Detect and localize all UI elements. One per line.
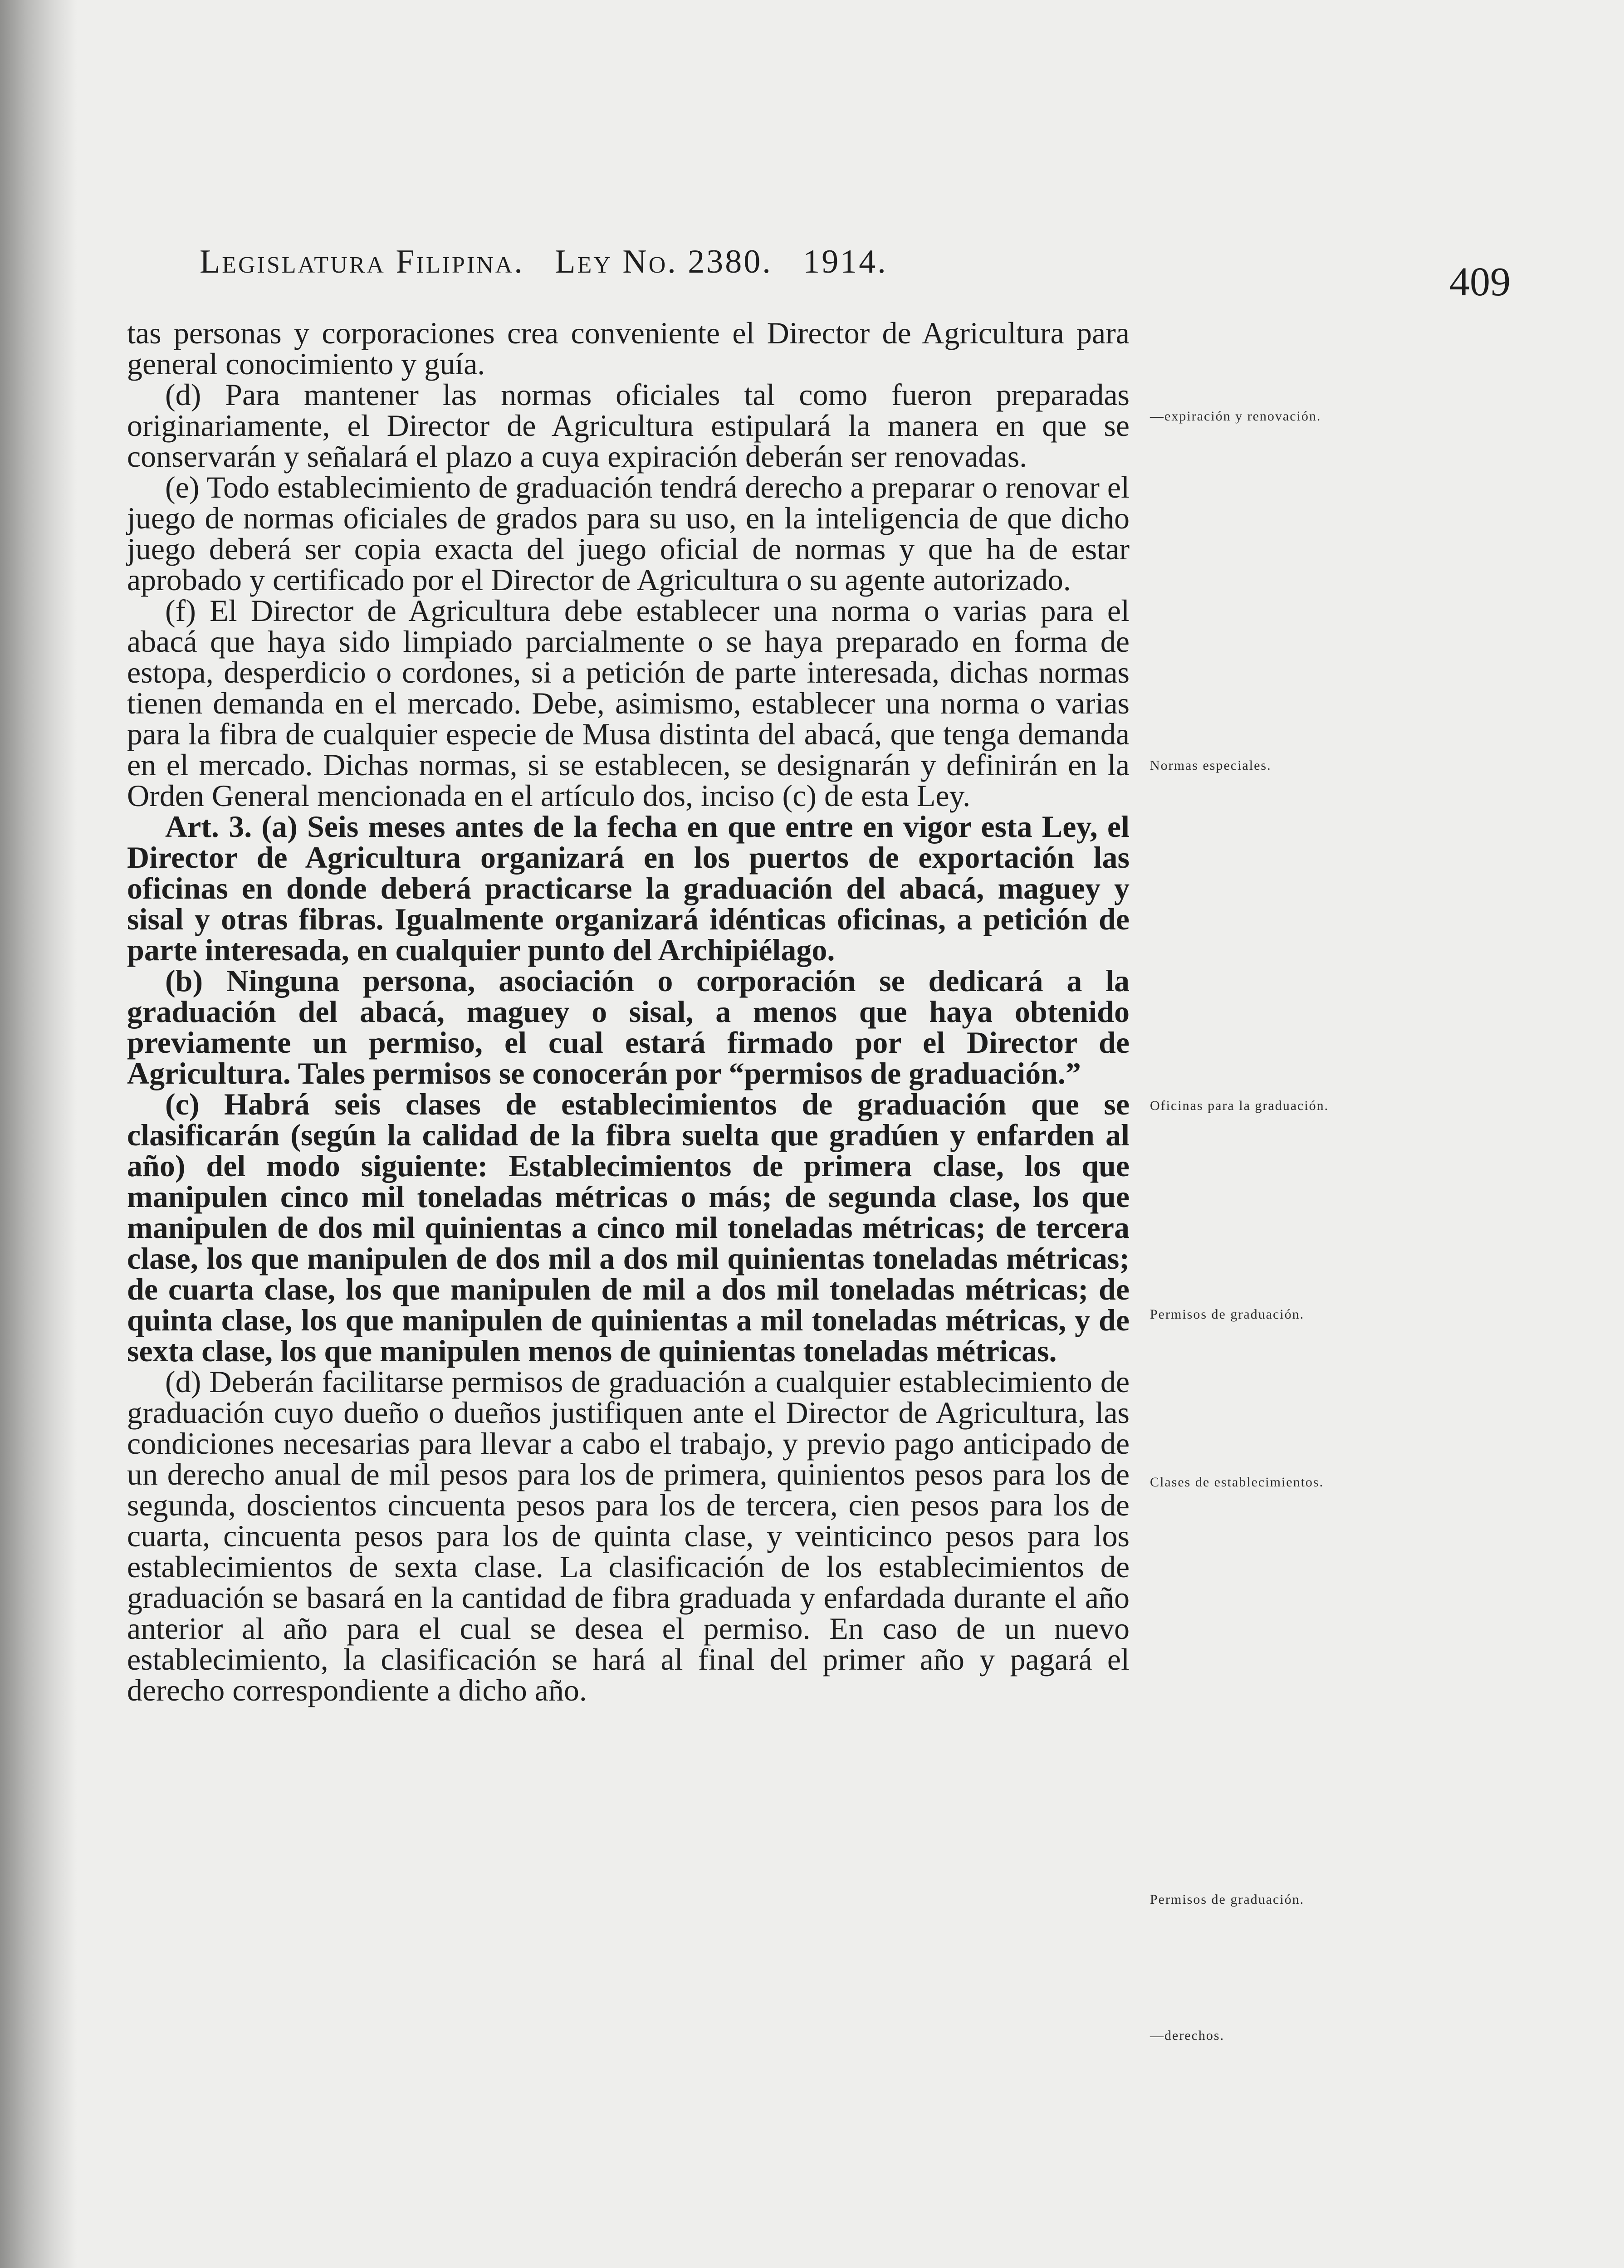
running-head-year: 1914.	[803, 243, 888, 280]
margin-note-expiracion: —expiración y renovación.	[1150, 409, 1321, 424]
margin-note-clases: Clases de establecimientos.	[1150, 1475, 1324, 1490]
paragraph-art-3-a: Art. 3. (a) Seis meses antes de la fecha en que entre en vigor esta Ley, el Director de Agricultura organizará en los puertos de exportación las oficinas en donde deberá practicarse la graduación del abacá, maguey y sisal y otras fibras. Igualmente organizará idénticas oficinas, a petición de parte interesada, en cualquier punto del Archipiélago.	[127, 809, 1130, 967]
page-number: 409	[1449, 259, 1511, 304]
page-edge-shadow	[0, 0, 77, 2268]
margin-note-derechos: —derechos.	[1150, 2028, 1225, 2043]
paragraph-art-3-b: (b) Ninguna persona, asociación o corporación se dedicará a la graduación del abacá, maguey o sisal, a menos que haya obtenido previamente un permiso, el cual estará firmado por el Director de Agricultura. Tales permisos se conocerán por “permisos de graduación.”	[127, 963, 1130, 1090]
margin-note-normas-especiales: Normas especiales.	[1150, 758, 1272, 773]
margin-note-permisos-2: Permisos de graduación.	[1150, 1892, 1305, 1907]
paragraph-continuation: tas personas y corporaciones crea conveniente el Director de Agricultura para general conocimiento y guía.	[127, 316, 1130, 381]
paragraph-d-normas: (d) Para mantener las normas oficiales tal como fueron preparadas originariamente, el Director de Agricultura estipulará la manera en que se conservarán y señalará el plazo a cuya expiración deberán ser renovadas.	[127, 377, 1130, 474]
paragraph-e-renovar: (e) Todo establecimiento de graduación tendrá derecho a preparar o renovar el juego de normas oficiales de grados para su uso, en la inteligencia de que dicho juego deberá ser copia exacta del juego oficial de normas y que ha de estar aprobado y certificado por el Director de Agricultura o su agente autorizado.	[127, 470, 1130, 597]
running-head-law-number: Ley No. 2380.	[555, 243, 773, 280]
running-head-legislature: Legislatura Filipina.	[200, 243, 524, 280]
paragraph-art-3-d: (d) Deberán facilitarse permisos de graduación a cualquier establecimiento de graduación cuyo dueño o dueños justifiquen ante el Director de Agricultura, las condiciones necesarias para llevar a cabo el trabajo, y previo pago anticipado de un derecho anual de mil pesos para los de primera, quinientos pesos para los de segunda, doscientos cincuenta pesos para los de tercera, cien pesos para los de cuarta, cincuenta pesos para los de quinta clase, y veinticinco pesos para los establecimientos de sexta clase. La clasificación de los establecimientos de graduación se basará en la cantidad de fibra graduada y enfardada durante el año anterior al año para el cual se desea el permiso. En caso de un nuevo establecimiento, la clasificación se hará al final del primer año y pagará el derecho correspondiente a dicho año.	[127, 1364, 1130, 1707]
paragraph-f-normas-especiales: (f) El Director de Agricultura debe establecer una norma o varias para el abacá que haya sido limpiado parcialmente o se haya preparado en forma de estopa, desperdicio o cordones, si a petición de parte interesada, dichas normas tienen demanda en el mercado. Debe, asimismo, establecer una norma o varias para la fibra de cualquier especie de Musa distinta del abacá, que tenga demanda en el mercado. Dichas normas, si se establecen, se designarán y definirán en la Orden General mencionada en el artículo dos, inciso (c) de esta Ley.	[127, 593, 1130, 813]
margin-note-permisos-1: Permisos de graduación.	[1150, 1307, 1305, 1322]
margin-note-oficinas: Oficinas para la graduación.	[1150, 1098, 1329, 1113]
body-text	[127, 318, 1130, 1706]
running-head	[200, 243, 1334, 281]
paragraph-art-3-c: (c) Habrá seis clases de establecimientos de graduación que se clasificarán (según la calidad de la fibra suelta que gradúen y enfarden al año) del modo siguiente: Establecimientos de primera clase, los que manipulen cinco mil toneladas métricas o más; de segunda clase, los que manipulen de dos mil quinientas a cinco mil toneladas métricas; de tercera clase, los que manipulen de dos mil a dos mil quinientas toneladas métricas; de cuarta clase, los que manipulen de mil a dos mil toneladas métricas; de quinta clase, los que manipulen de quinientas a mil toneladas métricas, y de sexta clase, los que manipulen menos de quinientas toneladas métricas.	[127, 1087, 1130, 1368]
